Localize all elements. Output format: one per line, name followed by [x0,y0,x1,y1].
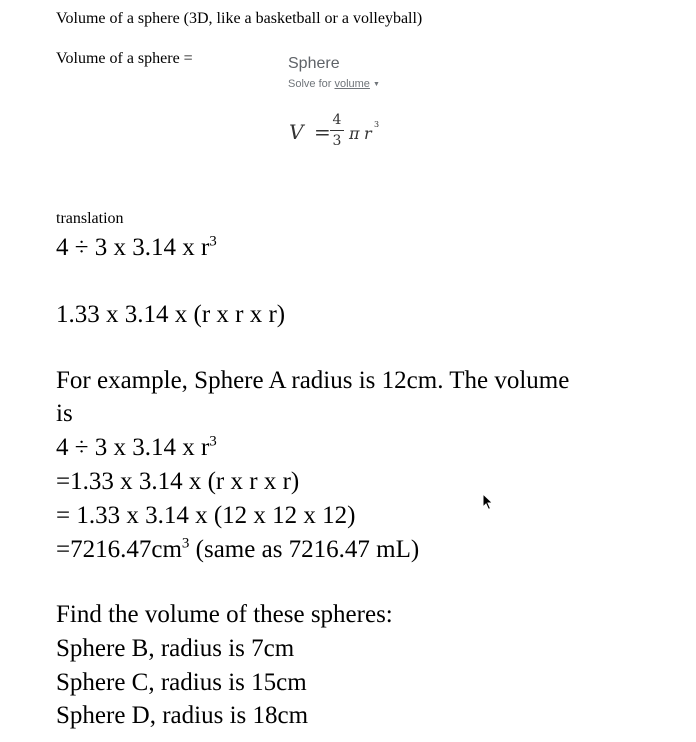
example-line-1: For example, Sphere A radius is 12cm. The volume [56,367,570,394]
solve-for-prefix: Solve for [288,78,335,90]
dropdown-caret-icon: ▼ [372,81,380,88]
formula-fraction [330,112,344,149]
translation-line-1-base: 4 ÷ 3 x 3.14 x r [56,234,210,261]
example-line-3-base: 4 ÷ 3 x 3.14 x r [56,434,210,461]
header-line: Volume of a sphere (3D, like a basketball or a volleyball) [56,10,423,27]
formula-lhs: V [289,120,304,144]
example-line-6-post: (same as 7216.47 mL) [189,536,420,563]
example-line-3 [56,431,217,464]
solve-for-selector[interactable] [288,78,380,90]
example-line-3-exponent: 3 [209,433,217,450]
fraction-bar [330,130,344,131]
example-line-4: =1.33 x 3.14 x (r x r x r) [56,468,300,495]
exercise-prompt: Find the volume of these spheres: [56,601,393,628]
translation-line-1 [56,231,217,264]
widget-title: Sphere [288,55,340,72]
formula-exponent: 3 [374,120,380,129]
example-line-6-exponent: 3 [181,535,190,552]
exercise-item-sphere-d: Sphere D, radius is 18cm [56,702,309,729]
formula-equals: = [314,120,331,144]
formula-pi: π [349,124,360,143]
solve-for-target: volume [334,78,370,90]
example-line-6 [56,533,419,566]
translation-label: translation [56,210,124,227]
mouse-pointer-icon [482,493,494,511]
exercise-item-sphere-c: Sphere C, radius is 15cm [56,669,307,696]
example-line-2: is [56,400,73,427]
exercise-item-sphere-b: Sphere B, radius is 7cm [56,635,295,662]
example-line-5: = 1.33 x 3.14 x (12 x 12 x 12) [56,502,356,529]
translation-line-1-exponent: 3 [209,233,217,250]
example-line-6-pre: =7216.47cm [56,536,182,563]
translation-line-2: 1.33 x 3.14 x (r x r x r) [56,301,286,328]
fraction-numerator: 4 [332,112,342,128]
fraction-denominator: 3 [332,133,342,149]
formula-variable: r [364,124,372,143]
formula-label: Volume of a sphere = [56,50,193,67]
